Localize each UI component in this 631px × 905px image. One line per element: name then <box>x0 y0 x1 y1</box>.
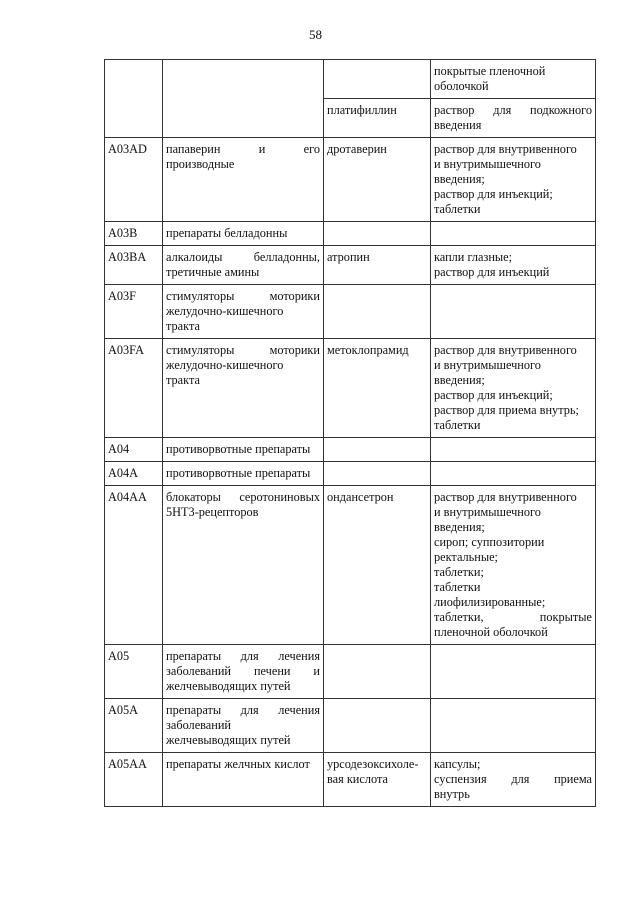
dosage-form-line: и внутримышечного <box>434 505 541 519</box>
drug-name: атропин <box>327 250 370 264</box>
atc-code-cell: A05A <box>105 699 163 753</box>
dosage-form-line: введения; <box>434 373 485 387</box>
group-name-line: стимуляторы моторики <box>166 289 320 303</box>
dosage-forms-cell <box>431 339 596 438</box>
group-name-cell <box>163 438 324 462</box>
drug-table <box>104 59 596 807</box>
atc-code-cell: A03FA <box>105 339 163 438</box>
group-name-line: тракта <box>166 319 200 333</box>
group-name-line: препараты желчных кислот <box>166 757 310 771</box>
dosage-form-line: раствор для внутривенного <box>434 343 577 357</box>
group-name-line: стимуляторы моторики <box>166 343 320 357</box>
dosage-form-line: введения; <box>434 172 485 186</box>
table-row <box>105 462 596 486</box>
group-name-line: третичные амины <box>166 265 260 279</box>
dosage-form-line: таблетки <box>434 202 481 216</box>
dosage-forms-cell <box>431 222 596 246</box>
group-name-cell <box>163 462 324 486</box>
drug-name-cell <box>324 222 431 246</box>
atc-code-cell: A05AA <box>105 753 163 807</box>
drug-name-cell <box>324 60 431 99</box>
table-row <box>105 60 596 99</box>
group-name-line: препараты для лечения <box>166 649 320 663</box>
table-row <box>105 138 596 222</box>
drug-name-cell <box>324 753 431 807</box>
dosage-forms-cell <box>431 699 596 753</box>
dosage-form-line: суспензия для приема <box>434 772 592 786</box>
dosage-form-line: раствор для подкожного <box>434 103 592 117</box>
drug-name: ондансетрон <box>327 490 394 504</box>
table-row <box>105 699 596 753</box>
drug-name: метоклопрамид <box>327 343 409 357</box>
group-name-cell <box>163 339 324 438</box>
drug-name-cell <box>324 246 431 285</box>
group-name-line: желчевыводящих путей <box>166 733 291 747</box>
dosage-form-line: раствор для инъекций; <box>434 388 553 402</box>
atc-code-cell: A05 <box>105 645 163 699</box>
dosage-forms-cell <box>431 99 596 138</box>
drug-name-cell <box>324 645 431 699</box>
dosage-form-line: ректальные; <box>434 550 498 564</box>
dosage-forms-cell <box>431 246 596 285</box>
dosage-form-line: внутрь <box>434 787 470 801</box>
dosage-form-line: таблетки; <box>434 565 484 579</box>
table-row <box>105 645 596 699</box>
group-name-line: алкалоиды белладонны, <box>166 250 320 264</box>
atc-code-cell: A04AA <box>105 486 163 645</box>
drug-name: вая кислота <box>327 772 388 786</box>
dosage-form-line: введения <box>434 118 482 132</box>
atc-code-cell: A03BA <box>105 246 163 285</box>
drug-name: дротаверин <box>327 142 387 156</box>
table-row <box>105 222 596 246</box>
dosage-forms-cell <box>431 60 596 99</box>
table-row <box>105 246 596 285</box>
group-name-cell <box>163 60 324 138</box>
group-name-cell <box>163 246 324 285</box>
group-name-line: препараты для лечения <box>166 703 320 717</box>
group-name-line: заболеваний <box>166 718 231 732</box>
dosage-form-line: таблетки, покрытые <box>434 610 592 624</box>
dosage-form-line: введения; <box>434 520 485 534</box>
group-name-cell <box>163 753 324 807</box>
group-name-cell <box>163 222 324 246</box>
drug-name-cell <box>324 99 431 138</box>
group-name-line: тракта <box>166 373 200 387</box>
group-name-line: производные <box>166 157 235 171</box>
table-row <box>105 438 596 462</box>
drug-name-cell <box>324 486 431 645</box>
atc-code-cell: A03AD <box>105 138 163 222</box>
group-name-line: 5HT3-рецепторов <box>166 505 259 519</box>
drug-name-cell <box>324 285 431 339</box>
table-row <box>105 486 596 645</box>
dosage-form-line: покрытые пленочной <box>434 64 546 78</box>
dosage-form-line: и внутримышечного <box>434 157 541 171</box>
dosage-form-line: таблетки <box>434 418 481 432</box>
dosage-forms-cell <box>431 753 596 807</box>
group-name-line: желудочно-кишечного <box>166 358 284 372</box>
dosage-form-line: раствор для инъекций <box>434 265 550 279</box>
atc-code-cell: A03B <box>105 222 163 246</box>
table-row <box>105 753 596 807</box>
drug-name-cell <box>324 138 431 222</box>
atc-code-cell: A04A <box>105 462 163 486</box>
dosage-form-line: капсулы; <box>434 757 481 771</box>
dosage-form-line: и внутримышечного <box>434 358 541 372</box>
drug-name-cell <box>324 438 431 462</box>
atc-code-cell <box>105 60 163 138</box>
group-name-line: блокаторы серотониновых <box>166 490 320 504</box>
group-name-line: противорвотные препараты <box>166 466 311 480</box>
dosage-forms-cell <box>431 138 596 222</box>
drug-name-cell <box>324 462 431 486</box>
dosage-form-line: пленочной оболочкой <box>434 625 548 639</box>
group-name-line: препараты белладонны <box>166 226 288 240</box>
page-number: 58 <box>309 27 322 42</box>
dosage-forms-cell <box>431 438 596 462</box>
group-name-line: папаверин и его <box>166 142 320 156</box>
dosage-form-line: раствор для инъекций; <box>434 187 553 201</box>
group-name-line: противорвотные препараты <box>166 442 311 456</box>
dosage-forms-cell <box>431 486 596 645</box>
dosage-forms-cell <box>431 645 596 699</box>
group-name-line: желчевыводящих путей <box>166 679 291 693</box>
dosage-forms-cell <box>431 462 596 486</box>
group-name-cell <box>163 645 324 699</box>
group-name-line: заболеваний печени и <box>166 664 320 678</box>
dosage-form-line: капли глазные; <box>434 250 513 264</box>
drug-name: урсодезоксихоле- <box>327 757 419 771</box>
dosage-form-line: оболочкой <box>434 79 489 93</box>
dosage-form-line: сироп; суппозитории <box>434 535 545 549</box>
table-row <box>105 285 596 339</box>
dosage-form-line: лиофилизированные; <box>434 595 546 609</box>
group-name-cell <box>163 285 324 339</box>
table-row <box>105 339 596 438</box>
atc-code-cell: A03F <box>105 285 163 339</box>
dosage-form-line: раствор для приема внутрь; <box>434 403 579 417</box>
dosage-form-line: раствор для внутривенного <box>434 490 577 504</box>
group-name-cell <box>163 138 324 222</box>
group-name-cell <box>163 699 324 753</box>
drug-name-cell <box>324 699 431 753</box>
dosage-form-line: таблетки <box>434 580 481 594</box>
drug-name-cell <box>324 339 431 438</box>
group-name-line: желудочно-кишечного <box>166 304 284 318</box>
drug-name: платифиллин <box>327 103 397 117</box>
atc-code-cell: A04 <box>105 438 163 462</box>
dosage-forms-cell <box>431 285 596 339</box>
group-name-cell <box>163 486 324 645</box>
dosage-form-line: раствор для внутривенного <box>434 142 577 156</box>
